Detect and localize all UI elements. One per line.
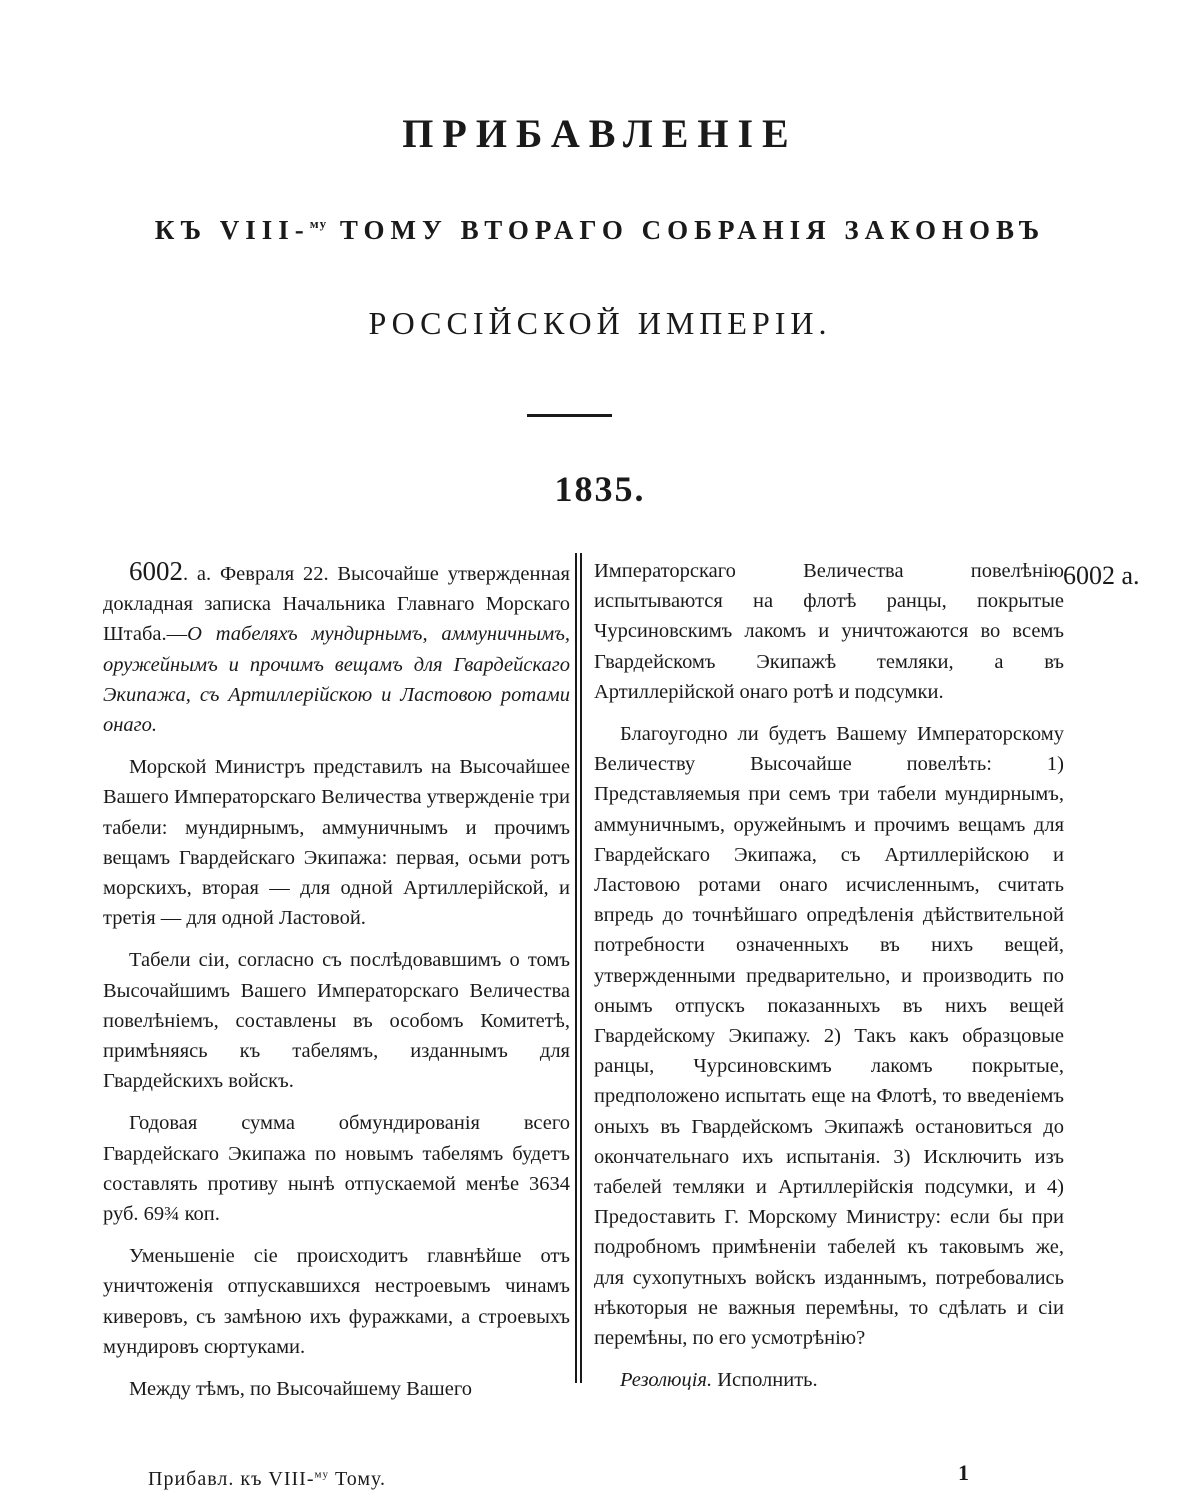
ornamental-rule <box>527 414 612 417</box>
page-title: ПРИБАВЛЕНІЕ <box>402 111 798 156</box>
entry-number: 6002 <box>129 556 183 586</box>
footer-prefix: Прибавл. къ VIII- <box>148 1468 315 1490</box>
column-divider <box>575 553 582 1383</box>
subtitle-superscript: му <box>309 216 328 231</box>
left-paragraph: Табели сіи, согласно съ послѣдовавшимъ о томъ Высочайшимъ Вашего Императорскаго Величества повелѣніемъ, составлены въ особомъ Комитетѣ, примѣняясь къ табелямъ, изданнымъ для Гвардейскихъ войскъ. <box>103 949 570 1093</box>
subtitle-rest: ТОМУ ВТОРАГО СОБРАНІЯ ЗАКОНОВЪ <box>327 215 1046 245</box>
left-column <box>103 556 570 1416</box>
footer-superscript: му <box>314 1468 329 1481</box>
subtitle-prefix: КЪ VIII- <box>154 215 310 245</box>
left-paragraph: Морской Министръ представилъ на Высочайшее Вашего Императорскаго Величества утвержденіе три табели: мундирнымъ, аммуничнымъ и прочимъ вещамъ Гвардейскаго Экипажа: первая, осьми ротъ морскихъ, вторая — для одной Артиллерійской, и третія — для одной Ластовой. <box>103 756 570 930</box>
footer-suffix: Тому. <box>328 1468 386 1490</box>
right-column <box>594 556 1064 1407</box>
right-paragraph: Благоугодно ли будетъ Вашему Императорскому Величеству Высочайше повелѣть: 1) Представляемыя при семъ три табели мундирнымъ, аммуничнымъ, оружейнымъ и прочимъ вещамъ для Гвардейскаго Экипажа, съ Артиллерійскою и Ластовою ротами онаго исчисленнымъ, считать впредь до точнѣйшаго опредѣленія дѣйствительной потребности означенныхъ въ нихъ вещей, утвержденными предварительно, и производить по онымъ отпускъ показанныхъ въ нихъ вещей Гвардейскому Экипажу. 2) Такъ какъ образцовые ранцы, Чурсиновскимъ лакомъ покрытые, предположено испытать еще на Флотѣ, то введеніемъ оныхъ въ Гвардейскомъ Экипажѣ остановиться до окончательнаго ихъ испытанія. 3) Исключить изъ табелей темляки и Артиллерійскія подсумки, и 4) Предоставить Г. Морскому Министру: если бы при подробномъ примѣненіи табелей къ таковымъ же, для сухопутныхъ войскъ изданнымъ, потребовались нѣкоторыя не важныя перемѣны, то сдѣлать и сіи перемѣны, по его усмотрѣнію? <box>594 723 1064 1350</box>
page-subtitle-empire: РОССІЙСКОЙ ИМПЕРІИ. <box>368 305 832 341</box>
margin-entry-number: 6002 а. <box>1063 561 1140 590</box>
resolution-paragraph <box>594 1365 1064 1395</box>
left-paragraph: Уменьшеніе сіе происходитъ главнѣйше отъ уничтоженія отпускавшихся нестроевымъ чинамъ киверовъ, съ замѣною ихъ фуражками, а строевыхъ мундировъ сюртуками. <box>103 1245 570 1358</box>
resolution-label: Резолюція. <box>620 1369 713 1392</box>
resolution-text: Исполнить. <box>712 1369 818 1392</box>
entry-title-italic: О табеляхъ мундирнымъ, аммуничнымъ, оружейнымъ и прочимъ вещамъ для Гвардейскаго Экипажа, съ Артиллерійскою и Ластовою ротами онаго. <box>103 623 570 737</box>
entry-heading: . а. Февраля 22. Высочайше утвержденная докладная записка Начальника Главнаго Морскаго Штаба.— <box>103 563 570 646</box>
year-heading: 1835. <box>554 469 646 509</box>
left-paragraph: Годовая сумма обмундированія всего Гвардейскаго Экипажа по новымъ табелямъ будетъ составлять противу нынѣ отпускаемой менѣе 3634 руб. 69¾ коп. <box>103 1112 570 1226</box>
footer-signature <box>148 1468 386 1491</box>
page-subtitle <box>0 215 1200 246</box>
right-paragraph: Императорскаго Величества повелѣнію испытываются на флотѣ ранцы, покрытые Чурсиновскимъ лакомъ и уничтожаются во всемъ Гвардейскомъ Экипажѣ темляки, а въ Артиллерійской онаго ротѣ и подсумки. <box>594 560 1064 703</box>
entry-heading-paragraph <box>103 556 570 740</box>
left-paragraph: Между тѣмъ, по Высочайшему Вашего <box>129 1378 472 1401</box>
page-number: 1 <box>958 1460 969 1485</box>
